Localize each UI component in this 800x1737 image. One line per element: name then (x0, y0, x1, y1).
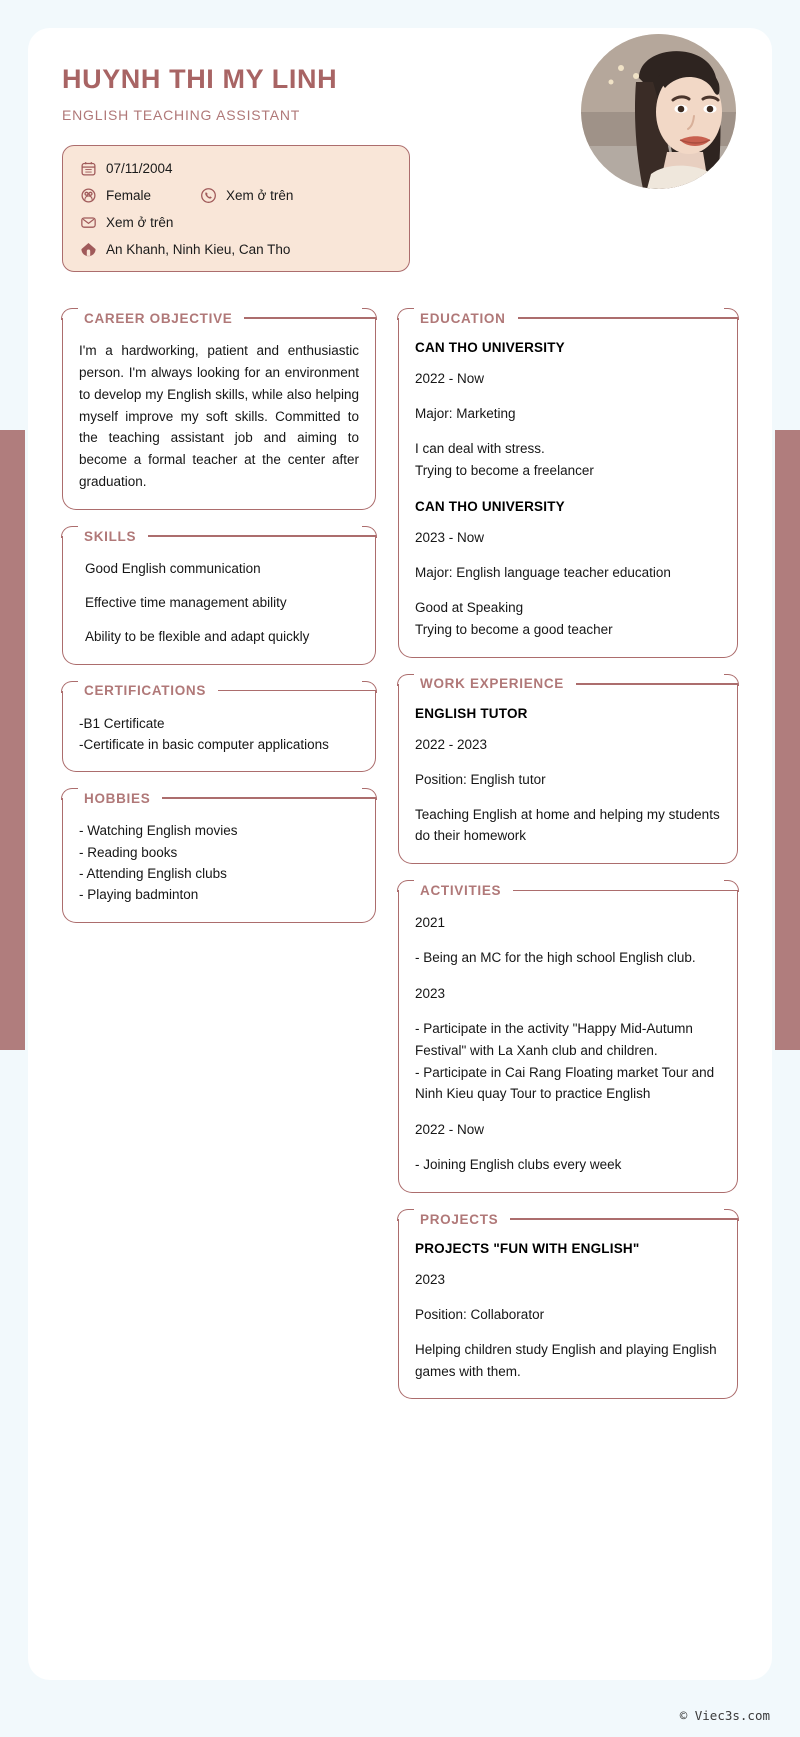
education-period: 2022 - Now (415, 371, 485, 386)
contact-row-address (79, 240, 395, 258)
project-entry (415, 1241, 721, 1382)
career-objective-content (62, 318, 376, 510)
work-experience-content (398, 684, 738, 864)
activity-line: - Being an MC for the high school English club. (415, 950, 696, 966)
contact-phone-value: Xem ở trên (226, 187, 294, 203)
right-column (398, 308, 738, 1415)
education-note: I can deal with stress. (415, 440, 545, 456)
section-hobbies (62, 788, 376, 922)
education-major: Major: Marketing (415, 405, 516, 421)
profile-photo (581, 34, 736, 189)
career-objective-text: I'm a hardworking, patient and enthusiastic person. I'm always looking for an environment to develop my English skills, while also helping myself improve my soft skills. Committed to the teaching assistant job and aiming to become a formal teacher at the center after graduation. (79, 343, 359, 490)
envelope-icon (79, 213, 97, 231)
contact-row-birthday (79, 159, 395, 177)
career-objective-title: CAREER OBJECTIVE (84, 310, 233, 326)
projects-title: PROJECTS (420, 1211, 499, 1227)
education-title: EDUCATION (420, 310, 506, 326)
calendar-icon (79, 159, 97, 177)
education-major: Major: English language teacher education (415, 565, 671, 581)
activity-year: 2023 (415, 986, 446, 1002)
section-career-objective (62, 308, 376, 510)
contact-phone[interactable] (199, 186, 293, 204)
project-position: Position: Collaborator (415, 1306, 545, 1322)
work-experience-title: WORK EXPERIENCE (420, 676, 565, 692)
education-note: Trying to become a good teacher (415, 622, 613, 638)
contact-email[interactable] (79, 213, 173, 231)
education-entry (415, 499, 721, 640)
list-item: Effective time management ability (85, 594, 287, 610)
activity-line: - Participate in Cai Rang Floating market Tour and Ninh Kieu quay Tour to practice English (415, 1064, 715, 1102)
hobbies-content (62, 798, 376, 922)
section-skills (62, 526, 376, 665)
gender-icon (79, 186, 97, 204)
activity-year: 2021 (415, 915, 446, 931)
activities-title: ACTIVITIES (420, 882, 502, 898)
decorative-bar-right (775, 430, 800, 1050)
project-year: 2023 (415, 1272, 446, 1288)
education-school: CAN THO UNIVERSITY (415, 499, 565, 515)
list-item: - Reading books (79, 844, 178, 860)
contact-row-gender-phone (79, 186, 395, 204)
section-activities (398, 880, 738, 1193)
activity-line: - Participate in the activity "Happy Mid-Autumn Festival" with La Xanh club and children. (415, 1020, 693, 1058)
work-role: ENGLISH TUTOR (415, 705, 528, 721)
activity-line: - Joining English clubs every week (415, 1157, 622, 1173)
list-item: Good English communication (85, 561, 261, 577)
phone-icon (199, 186, 217, 204)
activity-entry (415, 1119, 721, 1176)
work-period: 2022 - 2023 (415, 736, 488, 752)
project-name: PROJECTS "FUN WITH ENGLISH" (415, 1241, 640, 1257)
section-certifications (62, 681, 376, 773)
education-note: Good at Speaking (415, 600, 524, 616)
contact-address-value: An Khanh, Ninh Kieu, Can Tho (106, 241, 291, 257)
section-work-experience (398, 674, 738, 864)
contact-gender (79, 186, 199, 204)
section-projects (398, 1209, 738, 1399)
projects-content (398, 1219, 738, 1399)
skills-title: SKILLS (84, 528, 137, 544)
activity-entry (415, 983, 721, 1105)
activity-year: 2022 - Now (415, 1122, 485, 1138)
certifications-content (62, 691, 376, 773)
education-note: Trying to become a freelancer (415, 462, 594, 478)
work-description: Teaching English at home and helping my students do their homework (415, 806, 720, 844)
certifications-title: CERTIFICATIONS (84, 683, 207, 699)
decorative-bar-left (0, 430, 25, 1050)
contact-address (79, 240, 290, 258)
list-item: - Attending English clubs (79, 865, 227, 881)
contact-info-box (62, 145, 410, 272)
resume-sheet (28, 28, 772, 1680)
list-item: - Playing badminton (79, 887, 199, 903)
list-item: -Certificate in basic computer applications (79, 736, 329, 752)
resume-body (28, 308, 772, 1415)
list-item: Ability to be flexible and adapt quickly (85, 628, 310, 644)
activity-entry (415, 912, 721, 969)
work-entry (415, 706, 721, 847)
home-icon (79, 240, 97, 258)
hobbies-title: HOBBIES (84, 790, 151, 806)
work-position: Position: English tutor (415, 771, 546, 787)
contact-birthday (79, 159, 173, 177)
candidate-name: HUYNH THI MY LINH (62, 64, 338, 94)
contact-row-email (79, 213, 395, 231)
contact-gender-value: Female (106, 187, 152, 203)
list-item: - Watching English movies (79, 823, 238, 839)
skills-content (62, 536, 376, 665)
education-entry (415, 340, 721, 481)
contact-birthday-value: 07/11/2004 (106, 160, 173, 176)
education-school: CAN THO UNIVERSITY (415, 340, 565, 355)
footer-credit: © Viec3s.com (679, 1708, 770, 1723)
project-description: Helping children study English and playing English games with them. (415, 1341, 717, 1379)
list-item: -B1 Certificate (79, 715, 165, 731)
activities-content (398, 890, 738, 1193)
left-column (62, 308, 376, 939)
resume-header (28, 28, 772, 308)
section-education (398, 308, 738, 658)
candidate-job-title: ENGLISH TEACHING ASSISTANT (62, 107, 301, 123)
contact-email-value: Xem ở trên (106, 214, 174, 230)
education-content (398, 318, 738, 658)
education-period: 2023 - Now (415, 530, 485, 546)
